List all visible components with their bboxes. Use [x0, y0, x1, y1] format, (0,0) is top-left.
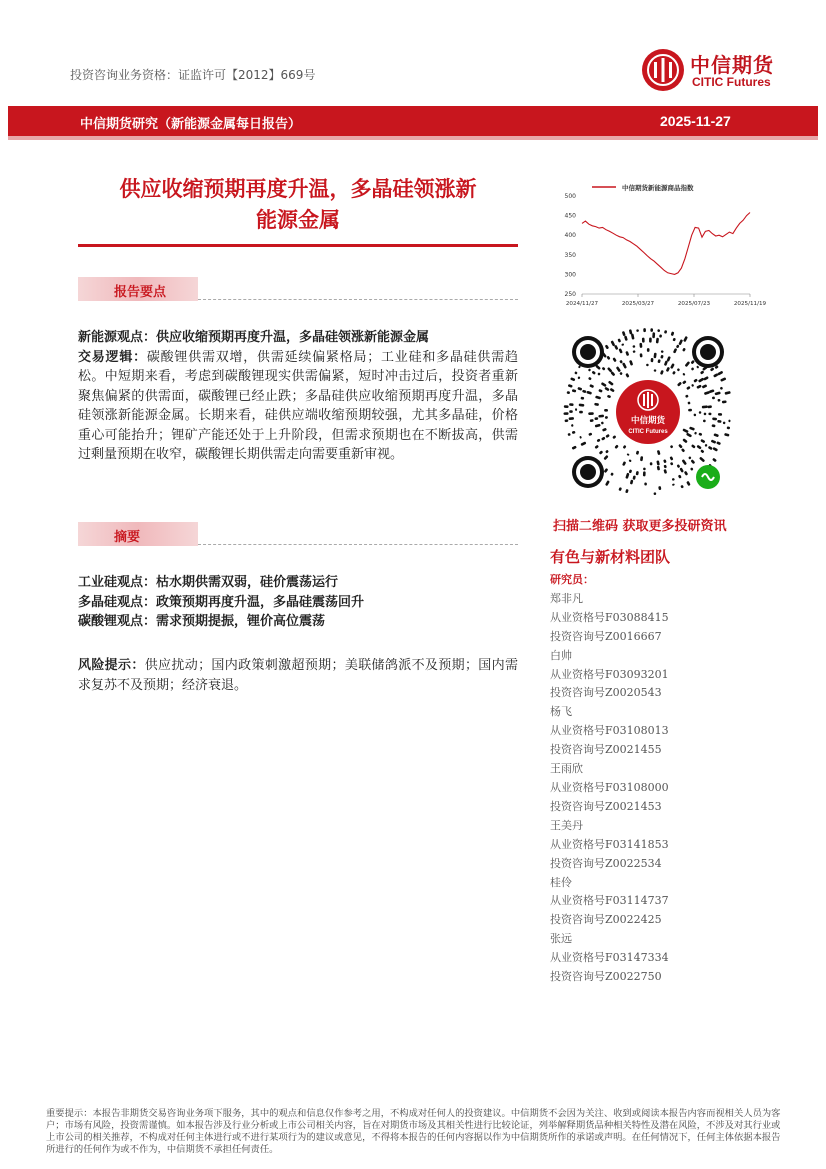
section-divider	[198, 544, 518, 545]
researcher-name: 杨飞	[550, 705, 572, 719]
y-tick-label: 250	[564, 291, 576, 298]
qr-caption: 扫描二维码 获取更多投研资讯	[553, 519, 727, 534]
logic-line	[78, 348, 518, 465]
researcher-name: 张远	[550, 932, 572, 946]
x-tick-label: 2025/03/27	[621, 301, 655, 307]
view-line	[78, 328, 518, 348]
researcher-name: 王雨欣	[550, 762, 583, 776]
summary-list	[78, 573, 518, 632]
chart-title: 中信期货新能源商品指数	[622, 184, 694, 192]
logo-cn-text: 中信期货	[690, 53, 774, 77]
title-divider	[78, 244, 518, 247]
researcher-name: 白帅	[550, 648, 572, 662]
risk-paragraph	[78, 656, 518, 695]
researcher-cert: 从业资格号F03093201	[550, 667, 669, 681]
logo-en-text: CITIC Futures	[692, 75, 771, 89]
researcher-name: 郑非凡	[550, 591, 583, 605]
x-tick-label: 2024/11/27	[565, 301, 599, 307]
researcher-cert: 投资咨询号Z0016667	[550, 629, 662, 643]
y-tick-label: 450	[564, 212, 576, 220]
logic-label: 交易逻辑：	[78, 349, 147, 365]
researcher-cert: 投资咨询号Z0020543	[550, 686, 662, 700]
researcher-cert: 投资咨询号Z0022425	[550, 913, 662, 927]
logic-text: 碳酸锂供需双增，供需延续偏紧格局；工业硅和多晶硅供需趋松。中短期来看，考虑到碳酸锂现实供需偏紧，短时冲击过后，投资者重新聚焦偏紧的供需面，碳酸锂已经止跌；多晶硅供应收缩预期再度升温，多晶硅领涨新能源金属。长期来看，硅供应端收缩预期较强，尤其多晶硅，价格重心可能抬升；锂矿产能还处于上升阶段，但需求预期也在不断拔高，供需过剩量预期在收窄，碳酸锂长期供需走向需要重新审视。	[78, 349, 518, 462]
section-label: 摘要	[114, 530, 141, 545]
banner-report-name: 中信期货研究（新能源金属每日报告）	[80, 117, 302, 132]
company-logo	[640, 47, 805, 93]
researcher-cert: 从业资格号F03114737	[550, 894, 669, 908]
researcher-cert: 从业资格号F03108013	[550, 724, 669, 738]
banner-shadow	[8, 136, 818, 140]
x-tick-label: 2025/07/23	[677, 301, 711, 307]
researcher-cert: 投资咨询号Z0021453	[550, 799, 662, 813]
citic-logo-icon	[640, 47, 686, 93]
index-chart	[550, 178, 767, 314]
section-divider	[198, 299, 518, 300]
researcher-name: 王美丹	[550, 818, 583, 832]
risk-label: 风险提示：	[78, 658, 145, 673]
highlights-paragraph	[78, 328, 518, 465]
researcher-cert: 从业资格号F03088415	[550, 610, 669, 624]
summary-item: 工业硅观点：枯水期供需双弱，硅价震荡运行	[78, 575, 339, 590]
researcher-label: 研究员：	[550, 573, 594, 586]
y-tick-label: 350	[564, 251, 576, 259]
report-date: 2025-11-27	[660, 113, 731, 129]
researcher-list	[550, 571, 790, 987]
x-tick-label: 2025/11/19	[733, 301, 767, 307]
y-tick-label: 300	[564, 271, 576, 279]
y-tick-label: 500	[564, 193, 576, 200]
researcher-name: 桂伶	[550, 875, 572, 889]
report-title	[78, 174, 518, 236]
section-label: 报告要点	[114, 285, 167, 300]
qr-center-en: CITIC Futures	[628, 429, 668, 435]
qr-code[interactable]	[558, 322, 738, 502]
title-line-2: 能源金属	[256, 208, 340, 232]
risk-text: 供应扰动；国内政策刺激超预期；美联储鸽派不及预期；国内需求复苏不及预期；经济衰退。	[78, 658, 518, 693]
researcher-cert: 从业资格号F03141853	[550, 837, 669, 851]
series-line	[582, 213, 750, 275]
view-text: 供应收缩预期再度升温，多晶硅领涨新能源金属	[156, 330, 430, 345]
license-text: 投资咨询业务资格：证监许可【2012】669号	[70, 68, 316, 82]
disclaimer: 重要提示：本报告非期货交易咨询业务项下服务，其中的观点和信息仅作参考之用，不构成对任何人的投资建议。中信期货不会因为关注、收到或阅读本报告内容而视相关人员为客户；市场有风险，投资需谨慎。如本报告涉及行业分析或上市公司相关内容，旨在对期货市场及其相关性进行比较论证，列举解释期货品种相关特性及潜在风险，不涉及对其行业或上市公司的相关推荐，不构成对任何主体进行或不进行某项行为的建议或意见，不得将本报告的任何内容据以作为中信期货所作的承诺或声明。在任何情况下，任何主体依据本报告所进行的任何作为或不作为，中信期货不承担任何责任。	[46, 1108, 781, 1155]
researcher-cert: 投资咨询号Z0022750	[550, 970, 662, 984]
summary-item: 多晶硅观点：政策预期再度升温，多晶硅震荡回升	[78, 594, 365, 610]
summary-item: 碳酸锂观点：需求预期提振，锂价高位震荡	[78, 614, 326, 629]
team-title: 有色与新材料团队	[550, 548, 671, 566]
title-line-1: 供应收缩预期再度升温，多晶硅领涨新	[119, 177, 477, 201]
y-tick-label: 400	[564, 232, 576, 240]
researcher-cert: 投资咨询号Z0021455	[550, 743, 662, 757]
view-label: 新能源观点：	[78, 330, 157, 345]
researcher-cert: 投资咨询号Z0022534	[550, 856, 662, 870]
qr-center-cn: 中信期货	[630, 416, 666, 426]
researcher-cert: 从业资格号F03108000	[550, 780, 669, 794]
researcher-cert: 从业资格号F03147334	[550, 951, 669, 965]
